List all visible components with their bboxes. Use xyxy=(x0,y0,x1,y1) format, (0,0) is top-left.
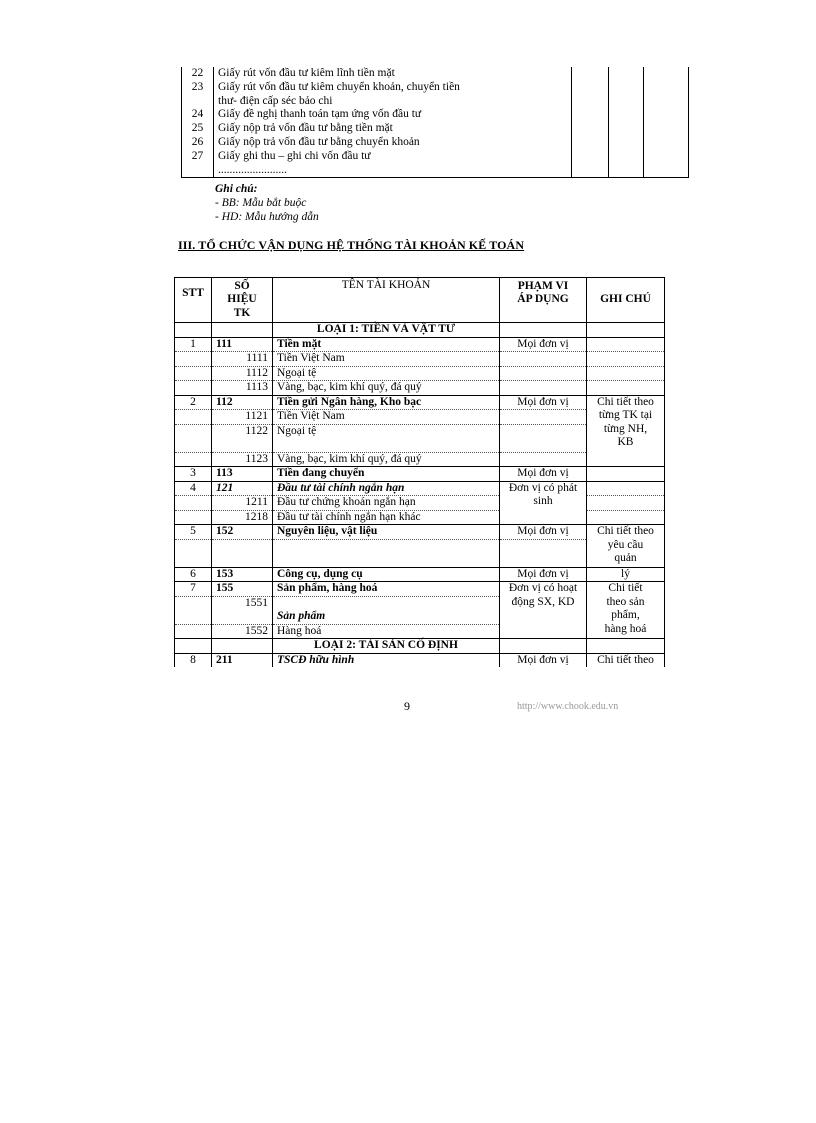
row-number: 22 xyxy=(182,67,214,81)
row-number: 23 xyxy=(182,81,214,95)
sub-account-code: 1113 xyxy=(212,381,273,396)
table-row: 4 121 Đầu tư tài chính ngắn hạn Đơn vị có phát sinh xyxy=(175,481,665,496)
account-name: Đầu tư tài chính ngắn hạn xyxy=(273,481,500,496)
notes-title: Ghi chú: xyxy=(215,183,258,195)
table-row xyxy=(182,108,689,122)
note-cell: Chi tiết theo sản phẩm, hàng hoá xyxy=(587,582,665,639)
sub-account-code: 1551 xyxy=(212,596,273,624)
scope: Đơn vị có hoạt động SX, KD xyxy=(500,582,587,639)
table-row xyxy=(182,95,689,109)
account-name: Tiền Việt Nam xyxy=(273,352,500,367)
table-row xyxy=(175,352,665,367)
account-name: Tiền đang chuyển xyxy=(273,467,500,482)
table-row: 6 153 Công cụ, dụng cụ Mọi đơn vị lý xyxy=(175,567,665,582)
category-row xyxy=(175,639,665,654)
table-row xyxy=(175,496,665,511)
sub-account-code: 1123 xyxy=(212,452,273,467)
footer-url: http://www.chook.edu.vn xyxy=(517,701,619,712)
table-row xyxy=(182,67,689,81)
account-name: Nguyên liệu, vật liệu xyxy=(273,525,500,540)
row-number: 24 xyxy=(182,108,214,122)
section-heading: III. TỔ CHỨC VẬN DỤNG HỆ THỐNG TÀI KHOẢN KẾ TOÁN xyxy=(178,238,525,252)
note-line: - HD: Mẫu hướng dẫn xyxy=(215,211,319,223)
form-name: Giấy đề nghị thanh toán tạm ứng vốn đầu tư xyxy=(214,108,572,122)
account-code: 112 xyxy=(212,395,273,410)
row-number: 26 xyxy=(182,136,214,150)
note-line: - BB: Mẫu bắt buộc xyxy=(215,197,307,209)
category-row xyxy=(175,323,665,338)
sub-account-code: 1211 xyxy=(212,496,273,511)
account-name: Ngoại tệ xyxy=(273,424,500,452)
form-name: Giấy rút vốn đầu tư kiêm lĩnh tiền mặt xyxy=(214,67,572,81)
account-name: Công cụ, dụng cụ xyxy=(273,567,500,582)
sub-account-code: 1111 xyxy=(212,352,273,367)
sub-account-code: 1121 xyxy=(212,410,273,425)
table-row xyxy=(175,510,665,525)
row-number: 27 xyxy=(182,150,214,164)
table-row: 5 152 Nguyên liệu, vật liệu Mọi đơn vị Chi tiết theo yêu cầu quản xyxy=(175,525,665,540)
scope: Mọi đơn vị xyxy=(500,567,587,582)
account-name: TSCĐ hữu hình xyxy=(273,653,500,667)
account-name: Tiền mặt xyxy=(273,337,500,352)
table-row: 2 112 Tiền gửi Ngân hàng, Kho bạc Mọi đơn vị Chi tiết theo từng TK tại từng NH, KB xyxy=(175,395,665,410)
table-row: 8 211 TSCĐ hữu hình Mọi đơn vị Chi tiết theo xyxy=(175,653,665,667)
table-row xyxy=(182,136,689,150)
account-code: 152 xyxy=(212,525,273,540)
account-name: Ngoại tệ xyxy=(273,366,500,381)
scope: Mọi đơn vị xyxy=(500,337,587,352)
table-row xyxy=(182,81,689,95)
row-number xyxy=(182,95,214,109)
forms-list-table xyxy=(181,67,689,178)
table-row: 7 155 Sản phẩm, hàng hoá Đơn vị có hoạt động SX, KD Chi tiết theo sản phẩm, hàng hoá xyxy=(175,582,665,597)
table-row xyxy=(182,122,689,136)
header-pham-vi: PHẠM VI ÁP DỤNG xyxy=(500,278,587,323)
account-name: Vàng, bạc, kim khí quý, đá quý xyxy=(273,381,500,396)
notes-block xyxy=(215,182,319,224)
header-so-hieu: SỐ HIỆU TK xyxy=(212,278,273,323)
sub-account-code: 1112 xyxy=(212,366,273,381)
form-name: Giấy ghi thu – ghi chi vốn đầu tư xyxy=(214,150,572,164)
table-header-row xyxy=(175,278,665,323)
table-row xyxy=(182,164,689,178)
account-code: 153 xyxy=(212,567,273,582)
form-name: Giấy rút vốn đầu tư kiêm chuyển khoản, chuyển tiền xyxy=(214,81,572,95)
form-name: thư- điện cấp séc bảo chi xyxy=(214,95,572,109)
note-cell: Chi tiết theo yêu cầu quản xyxy=(587,525,665,568)
account-name: Vàng, bạc, kim khí quý, đá quý xyxy=(273,452,500,467)
category-title: LOẠI 2: TÀI SẢN CỐ ĐỊNH xyxy=(273,639,500,654)
account-name: Đầu tư chứng khoán ngắn hạn xyxy=(273,496,500,511)
account-code: 121 xyxy=(212,481,273,496)
header-ghi-chu: GHI CHÚ xyxy=(587,278,665,323)
table-row: 3 113 Tiền đang chuyển Mọi đơn vị xyxy=(175,467,665,482)
form-name: Giấy nộp trả vốn đầu tư bằng tiền mặt xyxy=(214,122,572,136)
account-name: Sản phẩm, hàng hoá xyxy=(273,582,500,597)
category-title: LOẠI 1: TIỀN VÀ VẬT TƯ xyxy=(273,323,500,338)
sub-account-code: 1552 xyxy=(212,624,273,639)
account-name: Tiền Việt Nam xyxy=(273,410,500,425)
header-ten-tai-khoan: TÊN TÀI KHOẢN xyxy=(273,278,500,323)
table-row xyxy=(182,150,689,164)
note-cell: Chi tiết theo từng TK tại từng NH, KB xyxy=(587,395,665,467)
account-name: Hàng hoá xyxy=(273,624,500,639)
scope: Đơn vị có phát sinh xyxy=(500,481,587,525)
table-row xyxy=(175,381,665,396)
table-row: 1 111 Tiền mặt Mọi đơn vị xyxy=(175,337,665,352)
sub-account-code: 1218 xyxy=(212,510,273,525)
account-code: 111 xyxy=(212,337,273,352)
note-cell: Chi tiết theo xyxy=(587,653,665,667)
note-cell: lý xyxy=(587,567,665,582)
form-name: Giấy nộp trả vốn đầu tư bằng chuyển khoản xyxy=(214,136,572,150)
header-stt: STT xyxy=(175,278,212,323)
account-name: Đầu tư tài chính ngắn hạn khác xyxy=(273,510,500,525)
account-code: 113 xyxy=(212,467,273,482)
scope: Mọi đơn vị xyxy=(500,467,587,482)
scope: Mọi đơn vị xyxy=(500,525,587,540)
page-number: 9 xyxy=(404,699,410,713)
account-name: Sản phẩm xyxy=(273,596,500,624)
table-row xyxy=(175,366,665,381)
row-number xyxy=(182,164,214,178)
account-code: 211 xyxy=(212,653,273,667)
account-code: 155 xyxy=(212,582,273,597)
row-number: 25 xyxy=(182,122,214,136)
accounts-table xyxy=(174,277,665,667)
sub-account-code: 1122 xyxy=(212,424,273,452)
account-name: Tiền gửi Ngân hàng, Kho bạc xyxy=(273,395,500,410)
scope: Mọi đơn vị xyxy=(500,395,587,410)
form-name: ........................ xyxy=(214,164,572,178)
scope: Mọi đơn vị xyxy=(500,653,587,667)
